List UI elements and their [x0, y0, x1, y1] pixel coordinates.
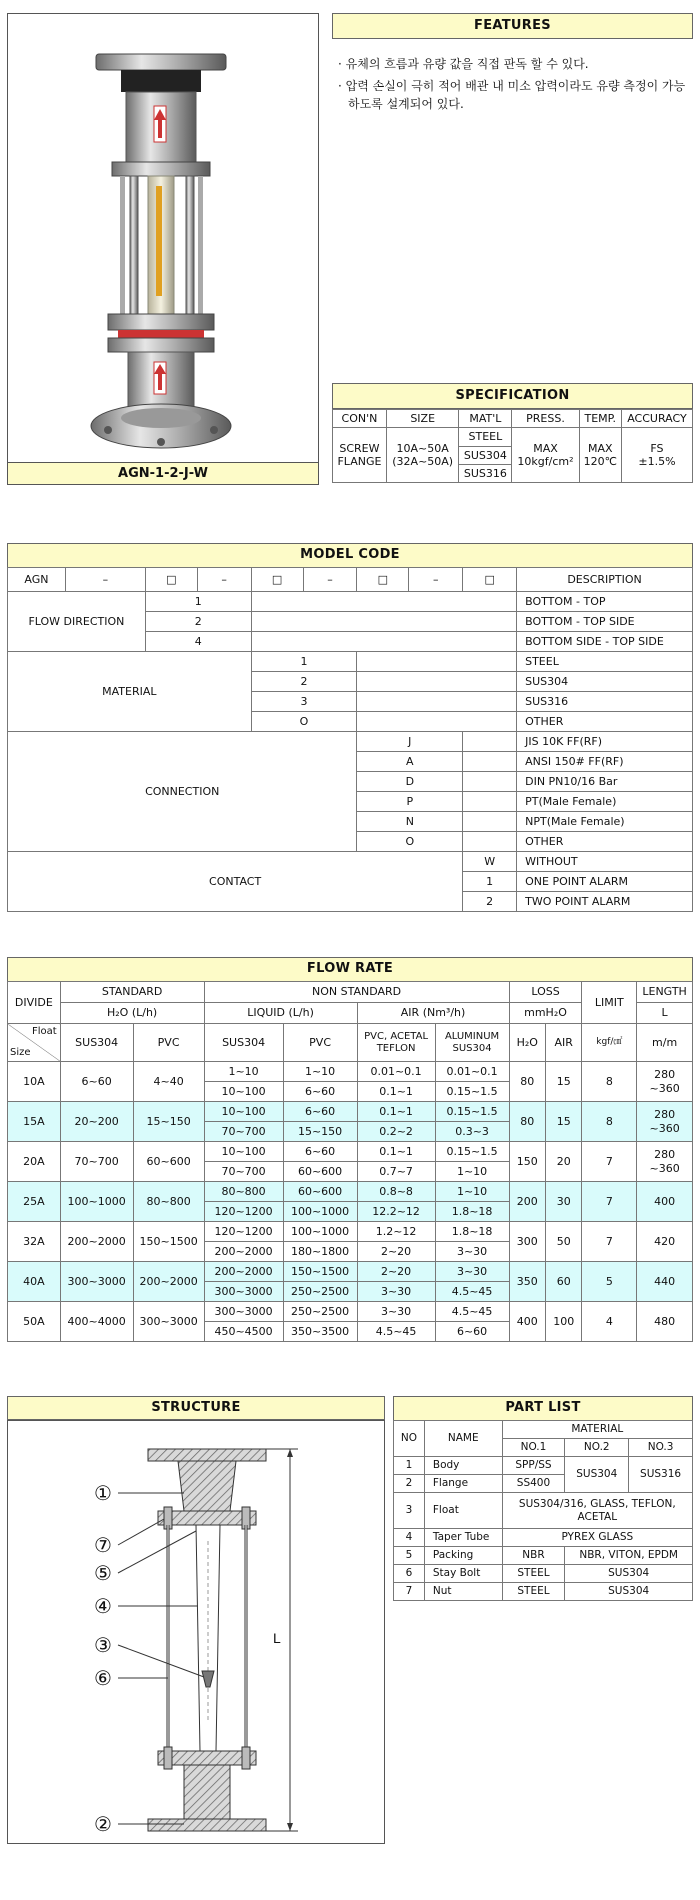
fr-liquid-sus304: 70~700: [204, 1162, 283, 1182]
model-code-table: [7, 567, 693, 912]
fr-liquid-pvc: 150~1500: [283, 1262, 357, 1282]
fr-h-length: LENGTH: [637, 982, 693, 1003]
spec-matl: STEEL: [459, 428, 512, 447]
fr-air-sus304: 1~10: [435, 1182, 509, 1202]
fr-liquid-pvc: 1~10: [283, 1062, 357, 1082]
fr-liquid-pvc: 15~150: [283, 1122, 357, 1142]
fr-air-pvc: 3~30: [357, 1302, 435, 1322]
fr-air-sus304: 3~30: [435, 1262, 509, 1282]
fr-loss-air: 50: [546, 1222, 582, 1262]
fr-liquid-sus304: 120~1200: [204, 1202, 283, 1222]
fr-air-pvc: 0.1~1: [357, 1082, 435, 1102]
fr-liquid-pvc: 350~3500: [283, 1322, 357, 1342]
fr-std-sus304: 6~60: [60, 1062, 133, 1102]
code-description: BOTTOM SIDE - TOP SIDE: [517, 632, 693, 652]
pl-mat: SUS304: [565, 1565, 693, 1583]
features-list: [338, 55, 688, 117]
fr-h-limit: LIMIT: [582, 982, 637, 1024]
code-sep: –: [409, 568, 463, 592]
code-value: O: [251, 712, 357, 732]
spec-press: MAX 10kgf/cm²: [512, 428, 579, 483]
fr-liquid-sus304: 10~100: [204, 1102, 283, 1122]
pl-h-name: NAME: [424, 1421, 502, 1457]
code-description: BOTTOM - TOP SIDE: [517, 612, 693, 632]
callout-6: ⑥: [94, 1666, 112, 1690]
pl-name: Taper Tube: [424, 1529, 502, 1547]
fr-std-pvc: 4~40: [133, 1062, 204, 1102]
contact-label: CONTACT: [8, 852, 463, 912]
fr-liquid-pvc: 60~600: [283, 1182, 357, 1202]
pl-mat: NBR, VITON, EPDM: [565, 1547, 693, 1565]
fr-liquid-pvc: 250~2500: [283, 1302, 357, 1322]
fr-length: [637, 1182, 693, 1222]
fr-liquid-sus304: 300~3000: [204, 1302, 283, 1322]
fr-air-sus304: 3~30: [435, 1242, 509, 1262]
spec-header: TEMP.: [579, 410, 621, 428]
fr-liquid-pvc: 100~1000: [283, 1202, 357, 1222]
code-empty: [463, 792, 517, 812]
callout-1: ①: [94, 1481, 112, 1505]
fr-air-sus304: 0.15~1.5: [435, 1142, 509, 1162]
pl-name: Body: [424, 1457, 502, 1475]
fr-std-sus304: 400~4000: [60, 1302, 133, 1342]
fr-loss-air: 15: [546, 1062, 582, 1102]
fr-limit: 8: [582, 1062, 637, 1102]
dimension-label: L: [273, 1630, 281, 1646]
code-description: TWO POINT ALARM: [517, 892, 693, 912]
pl-name: Packing: [424, 1547, 502, 1565]
code-slot: □: [145, 568, 197, 592]
fr-length-line: 280: [654, 1068, 676, 1082]
fr-h-nonstandard: NON STANDARD: [204, 982, 509, 1003]
code-description: STEEL: [517, 652, 693, 672]
fr-length: [637, 1102, 693, 1142]
code-description: JIS 10K FF(RF): [517, 732, 693, 752]
callout-7: ⑦: [94, 1533, 112, 1557]
fr-length-line: 420: [654, 1234, 676, 1248]
fr-air-pvc: 0.7~7: [357, 1162, 435, 1182]
flow-rate-title: FLOW RATE: [7, 957, 693, 981]
spec-temp: MAX 120℃: [579, 428, 621, 483]
code-value: 4: [145, 632, 251, 652]
fr-std-pvc: 200~2000: [133, 1262, 204, 1302]
fr-loss-air: 20: [546, 1142, 582, 1182]
fr-air-pvc: 0.8~8: [357, 1182, 435, 1202]
code-value: 2: [463, 892, 517, 912]
fr-length-line: 280: [654, 1108, 676, 1122]
model-caption: AGN-1-2-J-W: [8, 462, 318, 484]
code-value: O: [357, 832, 463, 852]
fr-loss-h2o: 150: [509, 1142, 545, 1182]
code-value: 1: [251, 652, 357, 672]
code-empty: [251, 592, 517, 612]
fr-length: [637, 1142, 693, 1182]
fr-length-line: 440: [654, 1274, 676, 1288]
pl-no: 7: [394, 1583, 425, 1601]
fr-air-pvc: 0.1~1: [357, 1102, 435, 1122]
fr-liquid-sus304: 120~1200: [204, 1222, 283, 1242]
code-sep: –: [197, 568, 251, 592]
fr-std-pvc: 15~150: [133, 1102, 204, 1142]
fr-air-pvc: 0.1~1: [357, 1142, 435, 1162]
fr-liquid-pvc: 6~60: [283, 1102, 357, 1122]
code-value: 1: [145, 592, 251, 612]
pl-h-no2: NO.2: [565, 1439, 629, 1457]
spec-conn: SCREW FLANGE: [333, 428, 387, 483]
fr-std-sus304: 300~3000: [60, 1262, 133, 1302]
fr-h-col: H₂O: [509, 1024, 545, 1062]
code-empty: [251, 612, 517, 632]
structure-drawing: [8, 1421, 384, 1843]
fr-air-pvc: 4.5~45: [357, 1322, 435, 1342]
features-title: FEATURES: [332, 13, 693, 39]
flowmeter-photo: [8, 14, 318, 462]
flow-direction-label: FLOW DIRECTION: [8, 592, 146, 652]
fr-liquid-pvc: 100~1000: [283, 1222, 357, 1242]
fr-air-sus304: 4.5~45: [435, 1302, 509, 1322]
fr-limit: 8: [582, 1102, 637, 1142]
code-value: P: [357, 792, 463, 812]
fr-std-pvc: 60~600: [133, 1142, 204, 1182]
fr-limit: 7: [582, 1222, 637, 1262]
fr-length: [637, 1262, 693, 1302]
fr-liquid-sus304: 300~3000: [204, 1282, 283, 1302]
fr-std-sus304: 70~700: [60, 1142, 133, 1182]
fr-loss-air: 60: [546, 1262, 582, 1302]
fr-liquid-pvc: 6~60: [283, 1142, 357, 1162]
fr-loss-h2o: 200: [509, 1182, 545, 1222]
fr-h-col: PVC: [133, 1024, 204, 1062]
spec-matl: SUS304: [459, 447, 512, 465]
fr-liquid-sus304: 10~100: [204, 1082, 283, 1102]
code-empty: [463, 752, 517, 772]
fr-loss-h2o: 350: [509, 1262, 545, 1302]
fr-liquid-pvc: 60~600: [283, 1162, 357, 1182]
fr-length-line: 280: [654, 1148, 676, 1162]
code-empty: [357, 672, 517, 692]
fr-length-line: 480: [654, 1314, 676, 1328]
pl-h-material: MATERIAL: [502, 1421, 692, 1439]
fr-liquid-pvc: 250~2500: [283, 1282, 357, 1302]
pl-no: 1: [394, 1457, 425, 1475]
fr-h-air: AIR (Nm³/h): [357, 1003, 509, 1024]
fr-loss-h2o: 400: [509, 1302, 545, 1342]
code-description: NPT(Male Female): [517, 812, 693, 832]
code-value: 2: [251, 672, 357, 692]
code-empty: [251, 632, 517, 652]
code-description: WITHOUT: [517, 852, 693, 872]
fr-liquid-pvc: 180~1800: [283, 1242, 357, 1262]
code-prefix: AGN: [8, 568, 66, 592]
pl-no: 5: [394, 1547, 425, 1565]
callout-4: ④: [94, 1594, 112, 1618]
fr-h-col: SUS304: [60, 1024, 133, 1062]
flow-rate-table: [7, 981, 693, 1342]
code-sep: –: [65, 568, 145, 592]
code-value: N: [357, 812, 463, 832]
code-slot: □: [251, 568, 303, 592]
fr-std-sus304: 20~200: [60, 1102, 133, 1142]
pl-mat: SUS316: [629, 1457, 693, 1493]
specification-title: SPECIFICATION: [332, 383, 693, 409]
fr-air-pvc: 0.2~2: [357, 1122, 435, 1142]
fr-limit: 7: [582, 1142, 637, 1182]
fr-limit: 4: [582, 1302, 637, 1342]
fr-limit: 7: [582, 1182, 637, 1222]
fr-h-float-size: Float Size: [8, 1024, 61, 1062]
fr-h-col: m/m: [637, 1024, 693, 1062]
spec-size: 10A~50A (32A~50A): [386, 428, 459, 483]
fr-air-pvc: 12.2~12: [357, 1202, 435, 1222]
code-value: 1: [463, 872, 517, 892]
fr-h-col: PVC: [283, 1024, 357, 1062]
code-value: 2: [145, 612, 251, 632]
code-empty: [463, 732, 517, 752]
fr-h-col: kgf/㎠: [582, 1024, 637, 1062]
pl-mat: SPP/SS: [502, 1457, 565, 1475]
fr-h-col: PVC, ACETAL TEFLON: [357, 1024, 435, 1062]
fr-std-pvc: 80~800: [133, 1182, 204, 1222]
fr-h-standard: STANDARD: [60, 982, 204, 1003]
fr-h-loss-unit: mmH₂O: [509, 1003, 582, 1024]
pl-name: Stay Bolt: [424, 1565, 502, 1583]
fr-liquid-sus304: 80~800: [204, 1182, 283, 1202]
code-empty: [357, 712, 517, 732]
fr-liquid-pvc: 6~60: [283, 1082, 357, 1102]
fr-h-length-unit: L: [637, 1003, 693, 1024]
fr-h-std-unit: H₂O (L/h): [60, 1003, 204, 1024]
fr-std-pvc: 300~3000: [133, 1302, 204, 1342]
fr-loss-air: 100: [546, 1302, 582, 1342]
code-value: J: [357, 732, 463, 752]
fr-size: 25A: [8, 1182, 61, 1222]
spec-matl: SUS316: [459, 465, 512, 483]
structure-panel: [7, 1420, 385, 1844]
fr-air-sus304: 0.01~0.1: [435, 1062, 509, 1082]
code-sep: –: [303, 568, 357, 592]
fr-h-divide: DIVIDE: [8, 982, 61, 1024]
fr-h-col: ALUMINUM SUS304: [435, 1024, 509, 1062]
fr-liquid-sus304: 200~2000: [204, 1262, 283, 1282]
fr-air-pvc: 1.2~12: [357, 1222, 435, 1242]
pl-no: 2: [394, 1475, 425, 1493]
code-description-header: DESCRIPTION: [517, 568, 693, 592]
fr-size: 32A: [8, 1222, 61, 1262]
code-slot: □: [357, 568, 409, 592]
spec-header: SIZE: [386, 410, 459, 428]
code-description: BOTTOM - TOP: [517, 592, 693, 612]
callout-3: ③: [94, 1633, 112, 1657]
fr-air-pvc: 2~20: [357, 1262, 435, 1282]
product-photo-panel: [7, 13, 319, 485]
code-empty: [357, 692, 517, 712]
fr-h-liquid: LIQUID (L/h): [204, 1003, 357, 1024]
fr-size: 40A: [8, 1262, 61, 1302]
spec-accuracy: FS ±1.5%: [621, 428, 692, 483]
pl-mat: SUS304: [565, 1457, 629, 1493]
pl-mat: STEEL: [502, 1565, 565, 1583]
pl-no: 6: [394, 1565, 425, 1583]
code-value: D: [357, 772, 463, 792]
fr-air-sus304: 0.15~1.5: [435, 1102, 509, 1122]
code-description: SUS304: [517, 672, 693, 692]
fr-loss-h2o: 80: [509, 1062, 545, 1102]
pl-mat: SUS304/316, GLASS, TEFLON, ACETAL: [502, 1493, 692, 1529]
fr-loss-h2o: 300: [509, 1222, 545, 1262]
callout-2: ②: [94, 1812, 112, 1836]
pl-h-no1: NO.1: [502, 1439, 565, 1457]
spec-header: ACCURACY: [621, 410, 692, 428]
fr-h-col: SUS304: [204, 1024, 283, 1062]
fr-length-line: ~360: [649, 1121, 680, 1135]
fr-loss-h2o: 80: [509, 1102, 545, 1142]
code-value: 3: [251, 692, 357, 712]
fr-length: [637, 1062, 693, 1102]
spec-header: PRESS.: [512, 410, 579, 428]
code-value: A: [357, 752, 463, 772]
fr-length-line: ~360: [649, 1161, 680, 1175]
pl-h-no3: NO.3: [629, 1439, 693, 1457]
fr-air-sus304: 4.5~45: [435, 1282, 509, 1302]
fr-air-sus304: 1~10: [435, 1162, 509, 1182]
code-description: ONE POINT ALARM: [517, 872, 693, 892]
fr-air-pvc: 2~20: [357, 1242, 435, 1262]
pl-name: Float: [424, 1493, 502, 1529]
pl-no: 3: [394, 1493, 425, 1529]
code-description: OTHER: [517, 712, 693, 732]
code-empty: [357, 652, 517, 672]
part-list-title: PART LIST: [393, 1396, 693, 1420]
fr-air-sus304: 0.15~1.5: [435, 1082, 509, 1102]
model-code-title: MODEL CODE: [7, 543, 693, 567]
code-empty: [463, 832, 517, 852]
spec-header: MAT'L: [459, 410, 512, 428]
fr-air-sus304: 6~60: [435, 1322, 509, 1342]
fr-size: 50A: [8, 1302, 61, 1342]
code-slot: □: [463, 568, 517, 592]
fr-liquid-sus304: 200~2000: [204, 1242, 283, 1262]
code-description: SUS316: [517, 692, 693, 712]
material-label: MATERIAL: [8, 652, 252, 732]
feature-item: · 압력 손실이 극히 적어 배관 내 미소 압력이라도 유량 측정이 가능하도록 설계되어 있다.: [338, 79, 686, 111]
fr-std-sus304: 100~1000: [60, 1182, 133, 1222]
code-value: W: [463, 852, 517, 872]
fr-std-pvc: 150~1500: [133, 1222, 204, 1262]
structure-title: STRUCTURE: [7, 1396, 385, 1420]
fr-loss-air: 30: [546, 1182, 582, 1222]
fr-length-line: 400: [654, 1194, 676, 1208]
pl-no: 4: [394, 1529, 425, 1547]
fr-length: [637, 1302, 693, 1342]
fr-air-sus304: 1.8~18: [435, 1202, 509, 1222]
fr-limit: 5: [582, 1262, 637, 1302]
code-empty: [463, 812, 517, 832]
fr-std-sus304: 200~2000: [60, 1222, 133, 1262]
fr-h-col: AIR: [546, 1024, 582, 1062]
code-description: OTHER: [517, 832, 693, 852]
fr-length: [637, 1222, 693, 1262]
fr-loss-air: 15: [546, 1102, 582, 1142]
specification-table: [332, 409, 693, 483]
spec-header: CON'N: [333, 410, 387, 428]
fr-liquid-sus304: 1~10: [204, 1062, 283, 1082]
fr-air-pvc: 3~30: [357, 1282, 435, 1302]
pl-mat: SUS304: [565, 1583, 693, 1601]
fr-h-loss: LOSS: [509, 982, 582, 1003]
fr-air-sus304: 1.8~18: [435, 1222, 509, 1242]
fr-liquid-sus304: 450~4500: [204, 1322, 283, 1342]
fr-liquid-sus304: 10~100: [204, 1142, 283, 1162]
pl-name: Nut: [424, 1583, 502, 1601]
fr-air-sus304: 0.3~3: [435, 1122, 509, 1142]
code-description: DIN PN10/16 Bar: [517, 772, 693, 792]
code-description: ANSI 150# FF(RF): [517, 752, 693, 772]
fr-air-pvc: 0.01~0.1: [357, 1062, 435, 1082]
code-description: PT(Male Female): [517, 792, 693, 812]
fr-size: 20A: [8, 1142, 61, 1182]
part-list-table: [393, 1420, 693, 1601]
fr-size: 10A: [8, 1062, 61, 1102]
pl-mat: SS400: [502, 1475, 565, 1493]
pl-h-no: NO: [394, 1421, 425, 1457]
feature-item: · 유체의 흐름과 유량 값을 직접 판독 할 수 있다.: [338, 57, 589, 71]
pl-mat: NBR: [502, 1547, 565, 1565]
fr-size: 15A: [8, 1102, 61, 1142]
code-empty: [463, 772, 517, 792]
fr-liquid-sus304: 70~700: [204, 1122, 283, 1142]
connection-label: CONNECTION: [8, 732, 357, 852]
pl-mat: STEEL: [502, 1583, 565, 1601]
callout-5: ⑤: [94, 1561, 112, 1585]
fr-length-line: ~360: [649, 1081, 680, 1095]
pl-mat: PYREX GLASS: [502, 1529, 692, 1547]
pl-name: Flange: [424, 1475, 502, 1493]
